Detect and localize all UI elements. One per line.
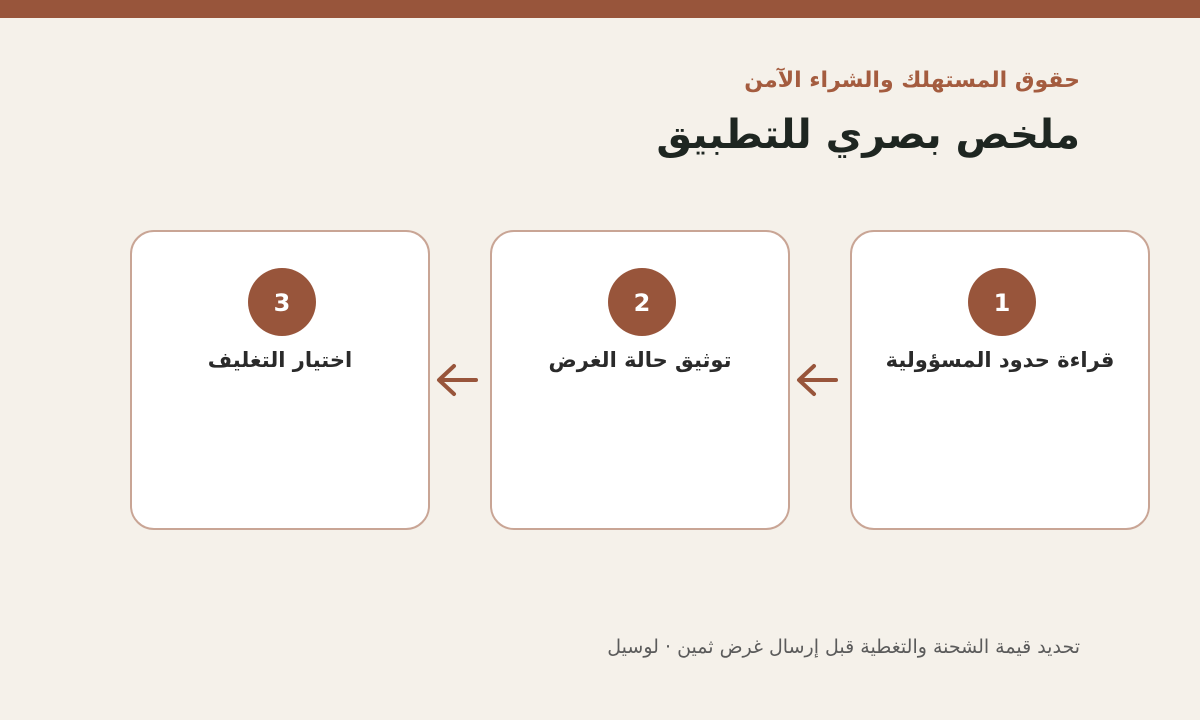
step-number-badge: 1 — [968, 268, 1036, 336]
step-label: توثيق حالة الغرض — [548, 348, 732, 372]
step-number-badge: 2 — [608, 268, 676, 336]
page-title: ملخص بصري للتطبيق — [656, 112, 1080, 158]
top-accent-bar — [0, 0, 1200, 18]
step-card-1 — [850, 230, 1150, 530]
step-number-badge: 3 — [248, 268, 316, 336]
step-label: اختيار التغليف — [207, 348, 353, 372]
arrow-left-icon — [434, 360, 478, 400]
footer-caption: تحديد قيمة الشحنة والتغطية قبل إرسال غرض ثمين · لوسيل — [607, 636, 1080, 658]
step-card-3 — [130, 230, 430, 530]
section-eyebrow: حقوق المستهلك والشراء الآمن — [744, 68, 1080, 93]
arrow-left-icon — [794, 360, 838, 400]
step-label: قراءة حدود المسؤولية — [885, 348, 1115, 372]
step-card-2 — [490, 230, 790, 530]
